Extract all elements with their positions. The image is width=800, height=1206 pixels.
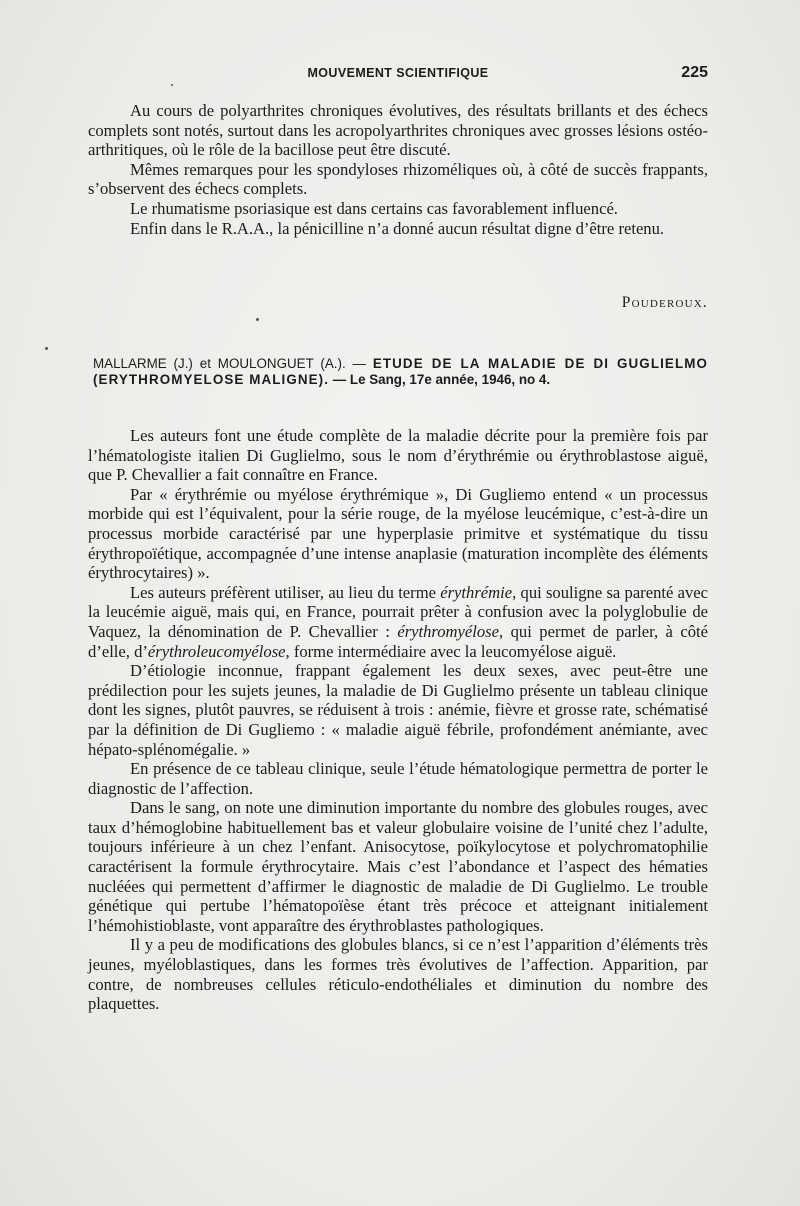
page-number: 225 [681, 64, 708, 81]
review-continuation [88, 101, 708, 238]
paragraph: Dans le sang, on note une diminution importante du nombre des globules rouges, avec taux d’hémoglobine habituellement bas et valeur globulaire voisine de l’unité chez l’adulte, toujours inférieure à un chez l’enfant. Anisocytose, poïkylocytose et polychromatophilie caractérisent la formule érythrocytaire. Mais c’est l’abondance et l’aspect des hématies nucléées qui permettent d’affirmer le diagnostic de maladie de Di Guglielmo. Le trouble génétique qui pertube l’hématopoïèse étant très précoce et atteignant initialement l’hémohistioblaste, vont apparaître des érythroblastes pathologiques. [88, 798, 708, 935]
paragraph: Au cours de polyarthrites chroniques évolutives, des résultats brillants et des échecs complets sont notés, surtout dans les acropolyarthrites chroniques avec grosses lésions ostéo-arthritiques, où le rôle de la bacillose peut être discuté. [88, 101, 708, 160]
citation-journal: — Le Sang, 17e année, 1946, no 4. [329, 371, 551, 387]
author-signature: Pouderoux. [621, 294, 708, 311]
review-body [88, 426, 708, 1014]
term-italic: érythroleucomyélose [147, 641, 286, 661]
print-speck [171, 84, 173, 86]
article-citation [93, 356, 708, 387]
text-run: , qui permet de parler, à côté d’elle, d’ [88, 621, 709, 661]
paragraph: Les auteurs font une étude complète de la maladie décrite pour la première fois par l’hématologiste italien Di Guglielmo, sous le nom d’érythrémie ou érythroblastose aiguë, que P. Chevallier a fait connaître en France. [88, 426, 708, 485]
paragraph: D’étiologie inconnue, frappant également les deux sexes, avec peut-être une prédilection pour les sujets jeunes, la maladie de Di Guglielmo présente un tableau clinique dont les signes, plutôt pauvres, se réduisent à trois : anémie, fièvre et grosse rate, schématisé par la définition de Di Gugliemo : « maladie aiguë fébrile, profondément anémiante, avec hépato-splénomégalie. » [88, 661, 708, 759]
paragraph: Le rhumatisme psoriasique est dans certains cas favorablement influencé. [130, 198, 618, 218]
term-italic: érythrémie [440, 582, 513, 602]
paragraph: Mêmes remarques pour les spondyloses rhizoméliques où, à côté de succès frappants, s’observent des échecs complets. [88, 159, 708, 199]
citation-authors: MALLARME (J.) et MOULONGUET (A.). — [93, 356, 373, 371]
paragraph: En présence de ce tableau clinique, seule l’étude hématologique permettra de porter le diagnostic de l’affection. [88, 759, 708, 798]
text-run: , qui souligne sa parenté avec la leucémie aiguë, mais qui, en France, pourrait prêter à confusion avec la polyglobulie de Vaquez, la dénomination de P. Chevallier : [88, 582, 708, 641]
term-italic: érythromyélose [397, 621, 500, 641]
text-run: Les auteurs préfèrent utiliser, au lieu du terme [130, 582, 441, 602]
running-head [88, 64, 708, 86]
paragraph: Enfin dans le R.A.A., la pénicilline n’a donné aucun résultat digne d’être retenu. [130, 218, 665, 238]
text-run: , forme intermédiaire avec la leucomyélose aiguë. [285, 641, 617, 661]
citation-title: ETUDE DE LA MALADIE DE DI GUGLIELMO (ERYTHROMYELOSE MALIGNE). [93, 356, 709, 387]
paragraph [88, 583, 708, 661]
print-speck [256, 318, 259, 321]
running-title: MOUVEMENT SCIENTIFIQUE [307, 66, 489, 80]
paragraph: Par « érythrémie ou myélose érythrémique », Di Gugliemo entend « un processus morbide qui est l’équivalent, pour la série rouge, de la myélose leucémique, c’est-à-dire un processus morbide caractérisé par une hyperplasie primitve et systématique du tissu érythropoïétique, accompagnée d’une intense anaplasie (maturation incomplète des éléments érythrocytaires) ». [88, 484, 708, 583]
print-speck [45, 347, 48, 350]
paragraph: Il y a peu de modifications des globules blancs, si ce n’est l’apparition d’éléments très jeunes, myéloblastiques, dans les formes très évolutives de l’affection. Apparition, par contre, de nombreuses cellules réticulo-endothéliales et diminution du nombre des plaquettes. [88, 935, 708, 1014]
